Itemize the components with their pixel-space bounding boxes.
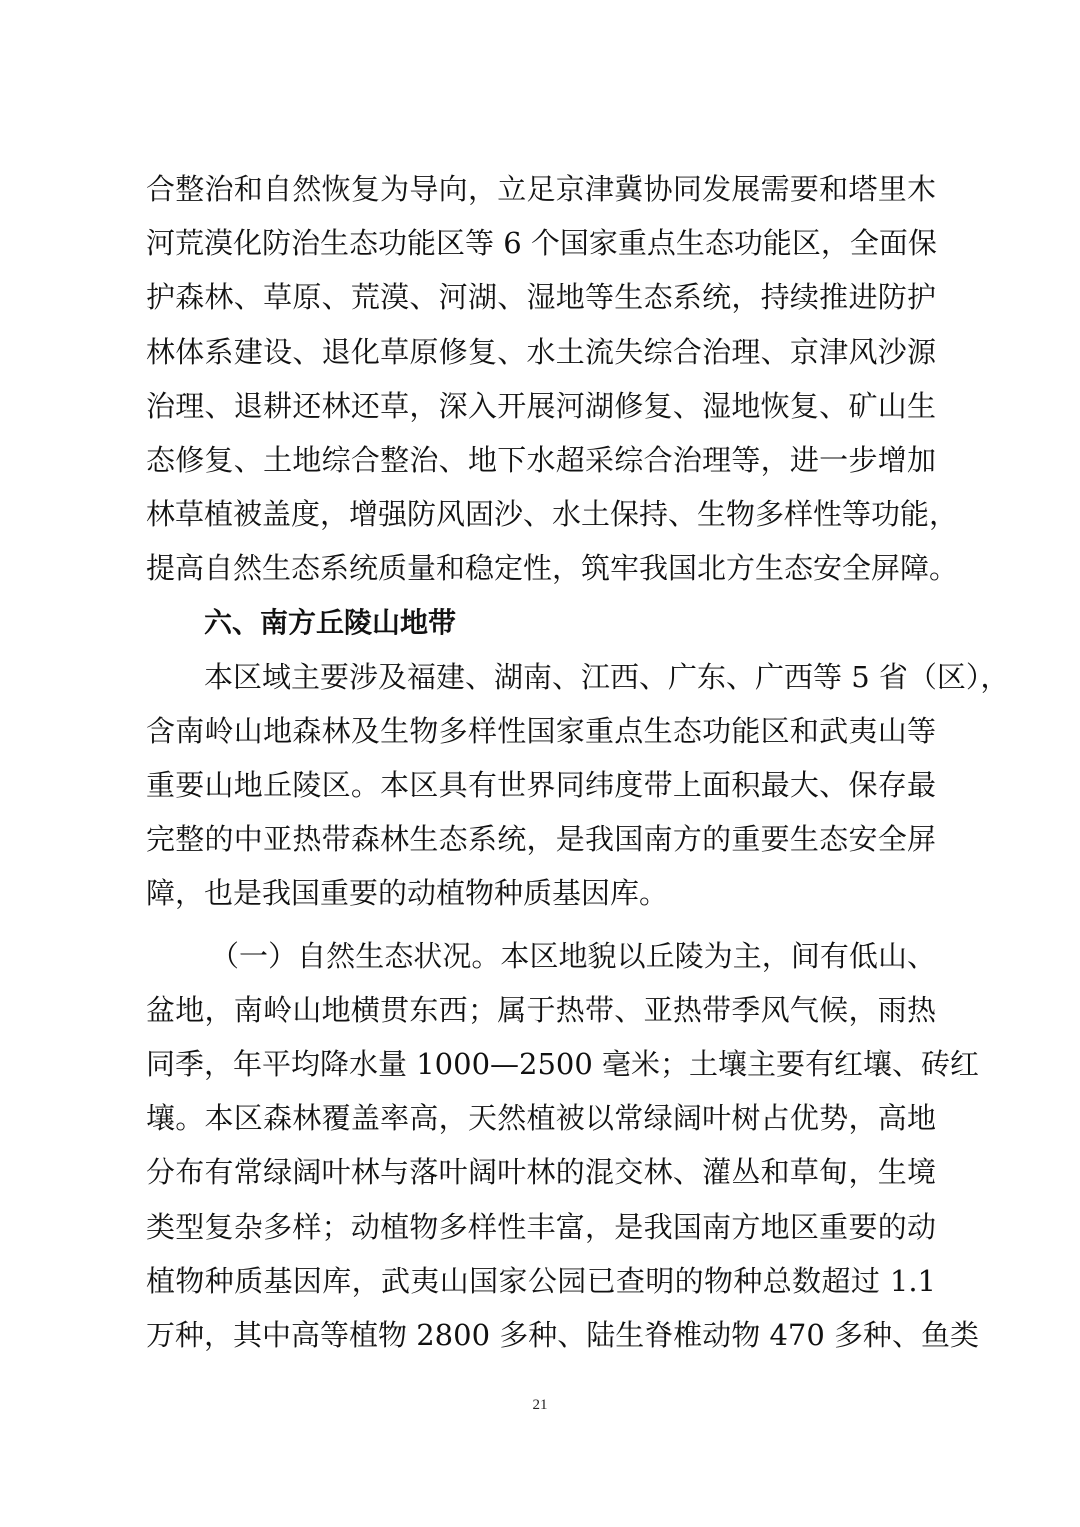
page-number: 21: [532, 1397, 548, 1413]
text-line: 分布有常绿阔叶林与落叶阔叶林的混交林、灌丛和草甸，生境: [146, 1155, 936, 1190]
text-line: 障，也是我国重要的动植物种质基因库。: [146, 876, 669, 911]
paragraph-ecological-restoration: [146, 162, 959, 596]
text-line: 治理、退耕还林还草，深入开展河湖修复、湿地恢复、矿山生: [146, 388, 936, 423]
paragraph-natural-ecology: [146, 929, 980, 1363]
text-line: 本区域主要涉及福建、湖南、江西、广东、广西等 5 省（区），: [204, 659, 1010, 694]
paragraph-gap: [146, 921, 936, 929]
text-line: 河荒漠化防治生态功能区等 6 个国家重点生态功能区，全面保: [146, 226, 937, 261]
text-line: 完整的中亚热带森林生态系统，是我国南方的重要生态安全屏: [146, 822, 936, 857]
text-line: 合整治和自然恢复为导向，立足京津冀协同发展需要和塔里木: [146, 172, 936, 206]
text-line: 重要山地丘陵区。本区具有世界同纬度带上面积最大、保存最: [146, 768, 936, 803]
text-line: 盆地，南岭山地横贯东西；属于热带、亚热带季风气候，雨热: [146, 992, 936, 1027]
text-line: （一）自然生态状况。本区地貌以丘陵为主，间有低山、: [210, 938, 936, 973]
text-line: 万种，其中高等植物 2800 多种、陆生脊椎动物 470 多种、鱼类: [146, 1317, 980, 1352]
text-line: 态修复、土地综合整治、地下水超采综合治理等，进一步增加: [146, 442, 936, 477]
text-line: 林草植被盖度，增强防风固沙、水土保持、生物多样性等功能，: [146, 497, 959, 532]
text-line: 类型复杂多样；动植物多样性丰富，是我国南方地区重要的动: [146, 1209, 936, 1244]
text-line: 壤。本区森林覆盖率高，天然植被以常绿阔叶树占优势，高地: [146, 1101, 936, 1136]
text-line: 提高自然生态系统质量和稳定性，筑牢我国北方生态安全屏障。: [146, 551, 959, 586]
text-line: 含南岭山地森林及生物多样性国家重点生态功能区和武夷山等: [146, 713, 936, 748]
text-line: 护森林、草原、荒漠、河湖、湿地等生态系统，持续推进防护: [146, 280, 936, 315]
page-body: [146, 162, 1010, 1362]
section-heading: 六、南方丘陵山地带: [204, 605, 457, 639]
text-line: 同季，年平均降水量 1000—2500 毫米；土壤主要有红壤、砖红: [146, 1047, 980, 1081]
paragraph-region-overview: [146, 650, 1010, 921]
text-line: 植物种质基因库，武夷山国家公园已查明的物种总数超过 1.1: [146, 1263, 936, 1298]
text-line: 林体系建设、退化草原修复、水土流失综合治理、京津风沙源: [146, 334, 936, 369]
